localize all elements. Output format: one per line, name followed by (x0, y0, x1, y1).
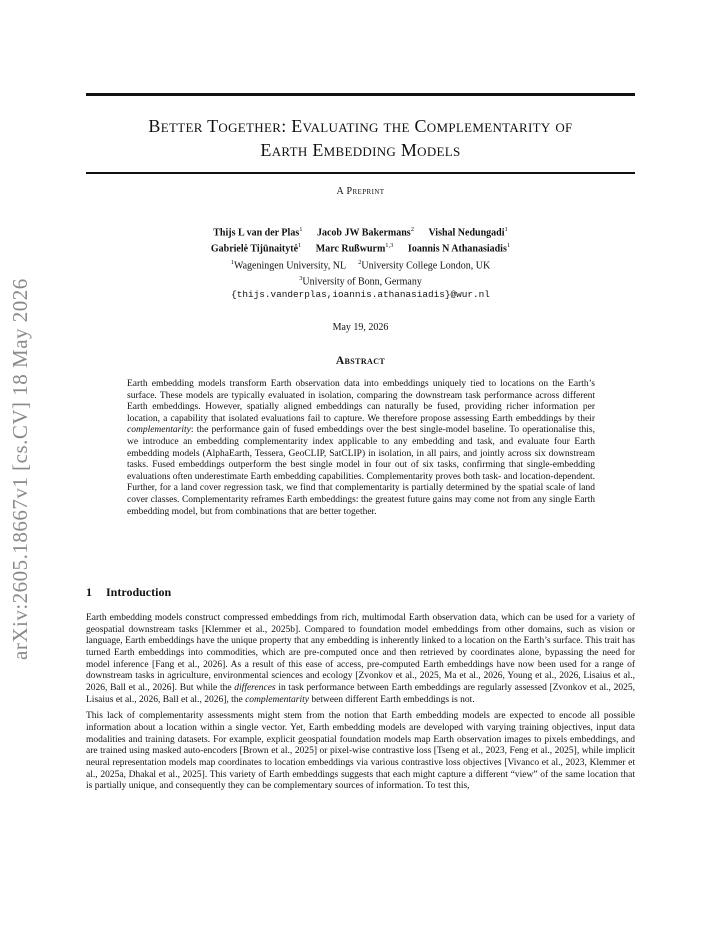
section-title: Introduction (106, 585, 172, 599)
author-block (86, 223, 635, 301)
arxiv-stamp: arXiv:2605.18667v1 [cs.CV] 18 May 2026 (8, 278, 32, 660)
paragraph: Earth embedding models construct compressed embeddings from rich, multimodal Earth observation data, which can be used for a variety of geospatial downstream tasks [Klemmer et al., 2025b]. Compared to foundation model embeddings from other domains, such as vision or language, Earth embeddings have the unique property that any embedding is inherently linked to a location on the Earth’s surface. This trait has turned Earth embeddings into commodities, which are pre-computed once and then retrieved by coordinates alone, bypassing the need for model inference [Fang et al., 2026]. As a result of this ease of access, pre-computed Earth embeddings have now been used for a range of downstream tasks in agriculture, environmental sciences and ecology [Zvonkov et al., 2025, Ma et al., 2026, Young et al., 2026, Lisaius et al., 2026, Ball et al., 2026]. But while the differences in task performance between Earth embeddings are regularly assessed [Zvonkov et al., 2025, Lisaius et al., 2026, Ball et al., 2026], the complementarity between different Earth embeddings is not. (86, 613, 635, 705)
author-line-1 (86, 223, 635, 239)
paragraph: This lack of complementarity assessments might stem from the notion that Earth embedding models are expected to encode all possible information about a location within a single vector. Yet, Earth embedding models are developed with varying training objectives, input data modalities and training datasets. For example, explicit geospatial foundation models map Earth observation images to pixels embeddings, and are trained using masked auto-encoders [Brown et al., 2025] or pixel-wise contrastive loss [Tseng et al., 2023, Feng et al., 2025], while implicit neural representation models map coordinates to location embeddings via various contrastive loss objectives [Vivanco et al., 2023, Klemmer et al., 2025a, Dhakal et al., 2025]. This variety of Earth embeddings suggests that each might capture a different “view” of the same location that is partially unique, and consequently they can be complementary sources of information. To test this, (86, 711, 635, 792)
author-emails: {thijs.vanderplas,ioannis.athanasiadis}@wur.nl (231, 289, 490, 301)
affiliation-line-2: $^3$University of Bonn, Germany (299, 274, 422, 288)
introduction-body (86, 613, 635, 798)
author-name: Marc Rußwurm (315, 243, 386, 255)
affiliation-1: Wageningen University, NL (233, 259, 347, 271)
emphasis: complementarity (245, 694, 309, 705)
author-affiliation: 1,3 (385, 242, 394, 250)
author-name: Gabrielė Tijūnaitytė (210, 243, 299, 255)
emphasis: complementarity (127, 425, 191, 436)
affiliation-line-1: $^1$Wageningen University, NL $^2$University College London, UK (230, 258, 491, 271)
section-number: 1 (86, 585, 92, 599)
author-name: Ioannis N Athanasiadis (407, 243, 507, 255)
title-line-1: Better Together: Evaluating the Complementarity of (148, 116, 573, 136)
affiliation-2: University College London, UK (361, 259, 491, 271)
author-name: Jacob JW Bakermans (316, 227, 411, 239)
affiliation-3: University of Bonn, Germany (302, 276, 422, 288)
abstract-heading: Abstract (335, 355, 386, 367)
preprint-label: A Preprint (336, 186, 385, 197)
title-line-2: Earth Embedding Models (260, 140, 461, 160)
author-affiliation: 1 (298, 242, 302, 250)
paper-title (86, 114, 635, 162)
author-affiliation: 1 (299, 226, 303, 233)
author-affiliation: 2 (410, 226, 414, 233)
author-name: Vishal Nedungadi (428, 227, 505, 239)
author-affiliation: 1 (506, 242, 511, 250)
section-heading (86, 585, 171, 600)
abstract-text: Earth embedding models transform Earth observation data into embeddings uniquely tied to locations on the Earth’s surface. These models are typically evaluated in isolation, comparing the downstream task performance across different Earth embeddings. However, spatially aligned embeddings can naturally be fused, providing richer information per location, a capability that isolated evaluations fail to capture. We therefore propose assessing Earth embeddings by their complementarity: the performance gain of fused embeddings over the best single-model baseline. To operationalise this, we introduce an embedding complementarity index applicable to any embedding and task, and evaluate four Earth embedding models (AlphaEarth, Tessera, GeoCLIP, SatCLIP) in isolation, in all pairs, and jointly across six downstream tasks. Fused embeddings outperform the best single model in four out of six tasks, confirming that single-embedding evaluations often underestimate Earth embedding capabilities. Complementarity proves both task- and location-dependent. Further, for a land cover regression task, we find that complementarity is partially determined by the spatial scale of land cover classes. Complementarity reframes Earth embeddings: the greatest future gains may come not from any single Earth embedding model, but from combinations that are better together. (127, 379, 595, 517)
author-line-2 (86, 239, 635, 255)
author-affiliation: 1 (504, 226, 508, 233)
paper-date: May 19, 2026 (332, 322, 389, 333)
emphasis: differences (234, 682, 276, 693)
title-bottom-rule (86, 172, 635, 174)
title-top-rule (86, 93, 635, 96)
author-name: Thijs L van der Plas (213, 227, 300, 239)
